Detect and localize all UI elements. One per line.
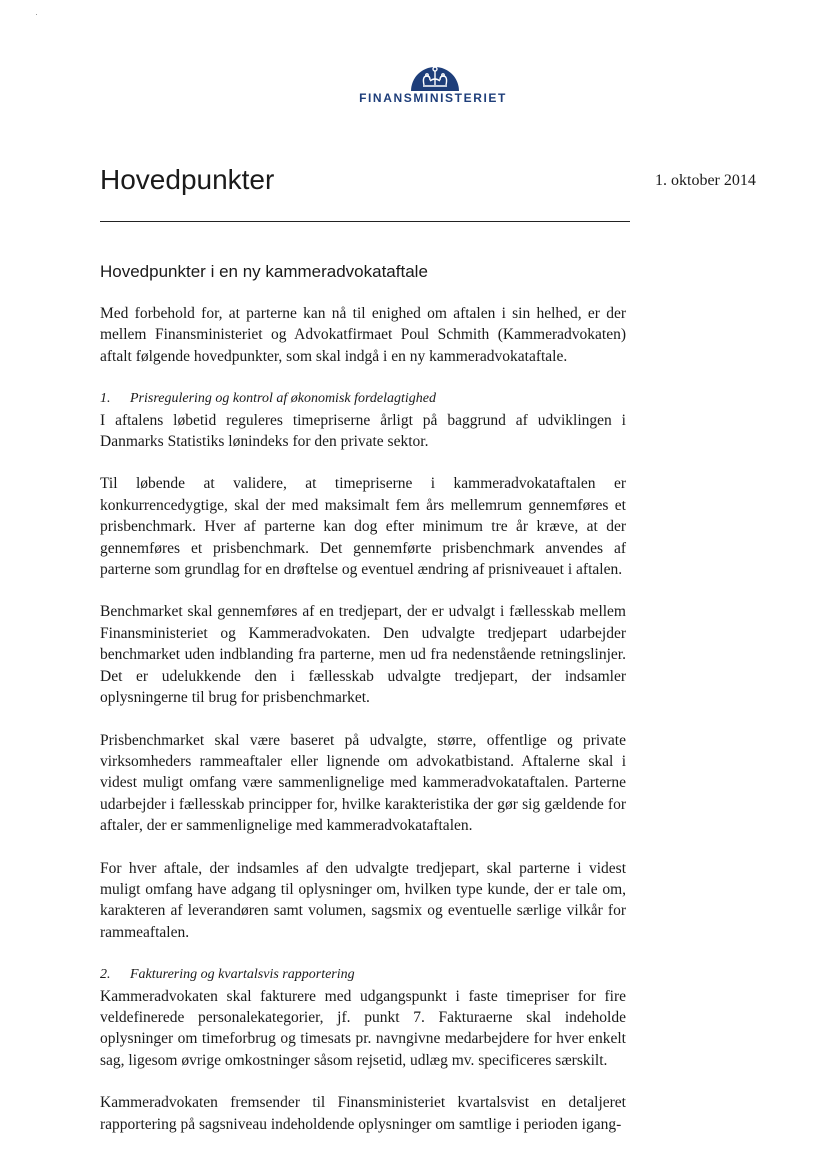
section-2-paragraph: Kammeradvokaten fremsender til Finansministeriet kvartalsvist en detaljeret rapportering på sagsniveau indeholdende oplysninger om samtlige i perioden igang- [100, 1094, 626, 1133]
section-1-paragraph: Til løbende at validere, at timepriserne i kammeradvokataftalen er konkurrencedygtige, skal der med maksimalt fem års mellemrum gennemføres et prisbenchmark. Hver af parterne kan dog efter minimum tre år kræve, at der gennemføres et prisbenchmark. Det gennemførte prisbenchmark anvendes af parterne som grundlag for en drøftelse og eventuel ændring af prisniveauet i aftalen. [100, 475, 626, 579]
page-title: Hovedpunkter [100, 164, 275, 195]
document-date: 1. oktober 2014 [655, 172, 756, 189]
title-divider [100, 221, 630, 222]
section-1-title: Prisregulering og kontrol af økonomisk fordelagtighed [130, 391, 437, 407]
crown-logo-icon [408, 58, 462, 92]
section-1-paragraph: I aftalens løbetid reguleres timepriserne årligt på baggrund af udviklingen i Danmarks Statistiks lønindeks for den private sektor. [100, 411, 626, 451]
section-2-title: Fakturering og kvartalsvis rapportering [130, 967, 355, 983]
section-2-heading [100, 964, 626, 985]
section-1-paragraph: Benchmarket skal gennemføres af en tredjepart, der er udvalgt i fællesskab mellem Finansministeriet og Kammeradvokaten. Den udvalgte tredjepart udarbejder benchmarket uden indblanding fra parterne, men ud fra nedenstående retningslinjer. Det er udelukkende den i fællesskab udvalgte tredjepart, der indsamler oplysningerne til brug for prisbenchmarket. [100, 603, 626, 707]
intro-paragraph: Med forbehold for, at parterne kan nå til enighed om aftalen i sin helhed, er der mellem Finansministeriet og Advokatfirmaet Poul Schmith (Kammeradvokaten) aftalt følgende hovedpunkter, som skal indgå i en ny kammeradvokataftale. [100, 305, 626, 365]
section-1-paragraph: Prisbenchmarket skal være baseret på udvalgte, større, offentlige og private virksomheders rammeaftaler eller lignende om advokatbistand. Aftalerne skal i videst muligt omfang være sammenlignelige med kammeradvokataftalen. Parterne udarbejder i fællesskab principper for, hvilke karakteristika der gør sig gældende for aftaler, der er sammenlignelige med kammeradvokataftalen. [100, 731, 626, 835]
document-body [100, 303, 626, 1156]
ministry-name: FINANSMINISTERIET [359, 91, 507, 105]
section-1-heading [100, 388, 626, 409]
section-2-paragraph: Kammeradvokaten skal fakturere med udgangspunkt i faste timepriser for fire veldefinerede personalekategorier, jf. punkt 7. Fakturaerne skal indeholde oplysninger om timeforbrug og timesats pr. navngivne medarbejdere for hver enkelt sag, ligesom øvrige omkostninger såsom rejsetid, udlæg mv. specificeres særskilt. [100, 987, 626, 1069]
section-1-number: 1. [100, 391, 111, 407]
document-subtitle: Hovedpunkter i en ny kammeradvokataftale [100, 262, 428, 281]
scan-speck [36, 14, 37, 15]
section-1-paragraph: For hver aftale, der indsamles af den udvalgte tredjepart, skal parterne i videst muligt omfang have adgang til oplysninger om, hvilken type kunde, der er tale om, karakteren af leverandøren samt volumen, sagsmix og eventuelle særlige vilkår for rammeaftalen. [100, 859, 626, 941]
section-2-number: 2. [100, 967, 111, 983]
